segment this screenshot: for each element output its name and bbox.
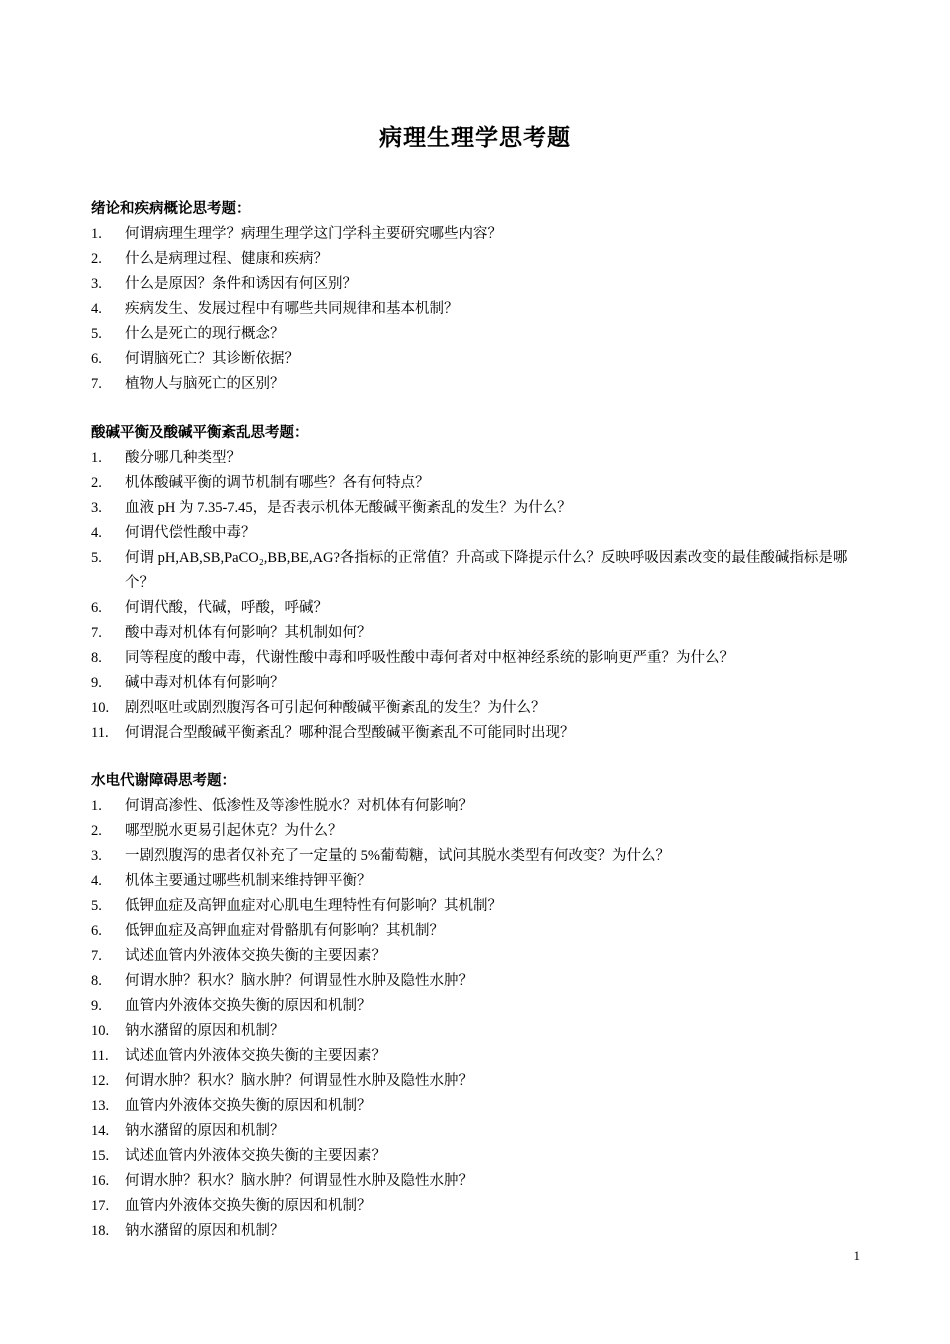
question-item bbox=[91, 969, 866, 994]
question-number: 7. bbox=[91, 948, 102, 964]
question-item bbox=[91, 994, 866, 1019]
question-text: 酸中毒对机体有何影响？其机制如何？ bbox=[125, 625, 372, 641]
question-text: 低钾血症及高钾血症对骨骼肌有何影响？其机制？ bbox=[125, 923, 444, 939]
question-item bbox=[91, 869, 866, 894]
question-list bbox=[91, 446, 866, 746]
question-number: 5. bbox=[91, 326, 102, 342]
question-item bbox=[91, 372, 866, 397]
section-heading: 绪论和疾病概论思考题： bbox=[91, 201, 251, 217]
question-item bbox=[91, 222, 866, 247]
question-number: 2. bbox=[91, 823, 102, 839]
question-number: 11. bbox=[91, 725, 109, 741]
question-number: 5. bbox=[91, 898, 102, 914]
question-number: 11. bbox=[91, 1048, 109, 1064]
question-number: 9. bbox=[91, 675, 102, 691]
question-item bbox=[91, 596, 866, 621]
question-text: 剧烈呕吐或剧烈腹泻各可引起何种酸碱平衡紊乱的发生？为什么？ bbox=[125, 700, 546, 716]
question-item bbox=[91, 794, 866, 819]
question-text: 何谓代酸，代碱，呼酸，呼碱？ bbox=[125, 600, 328, 616]
question-text: 试述血管内外液体交换失衡的主要因素？ bbox=[125, 1148, 386, 1164]
section-water-electrolyte bbox=[91, 769, 866, 1244]
question-number: 12. bbox=[91, 1073, 110, 1089]
question-text: 什么是原因？条件和诱因有何区别？ bbox=[125, 276, 357, 292]
question-item bbox=[91, 621, 866, 646]
question-text: 何谓脑死亡？其诊断依据？ bbox=[125, 351, 299, 367]
question-item bbox=[91, 819, 866, 844]
question-text: 钠水潴留的原因和机制？ bbox=[125, 1123, 285, 1139]
question-number: 2. bbox=[91, 475, 102, 491]
question-text: 何谓水肿？积水？脑水肿？何谓显性水肿及隐性水肿？ bbox=[125, 1073, 473, 1089]
question-number: 16. bbox=[91, 1173, 110, 1189]
question-number: 9. bbox=[91, 998, 102, 1014]
question-number: 10. bbox=[91, 1023, 110, 1039]
question-text: 什么是死亡的现行概念？ bbox=[125, 326, 285, 342]
question-text: 何谓代偿性酸中毒？ bbox=[125, 525, 256, 541]
question-item bbox=[91, 944, 866, 969]
question-number: 1. bbox=[91, 450, 102, 466]
question-number: 2. bbox=[91, 251, 102, 267]
question-item bbox=[91, 894, 866, 919]
question-number: 1. bbox=[91, 226, 102, 242]
question-number: 8. bbox=[91, 650, 102, 666]
question-item bbox=[91, 546, 866, 596]
question-item bbox=[91, 1094, 866, 1119]
question-item bbox=[91, 1144, 866, 1169]
question-item bbox=[91, 446, 866, 471]
question-number: 4. bbox=[91, 301, 102, 317]
question-text: 血管内外液体交换失衡的原因和机制？ bbox=[125, 1098, 372, 1114]
question-item bbox=[91, 1019, 866, 1044]
question-item bbox=[91, 696, 866, 721]
question-item bbox=[91, 919, 866, 944]
question-text: 酸分哪几种类型？ bbox=[125, 450, 241, 466]
question-text: 碱中毒对机体有何影响？ bbox=[125, 675, 285, 691]
question-list bbox=[91, 222, 866, 397]
question-text: 何谓水肿？积水？脑水肿？何谓显性水肿及隐性水肿？ bbox=[125, 1173, 473, 1189]
question-text: 何谓高渗性、低渗性及等渗性脱水？对机体有何影响？ bbox=[125, 798, 473, 814]
question-text: 何谓水肿？积水？脑水肿？何谓显性水肿及隐性水肿？ bbox=[125, 973, 473, 989]
question-number: 6. bbox=[91, 923, 102, 939]
question-number: 4. bbox=[91, 873, 102, 889]
question-number: 3. bbox=[91, 500, 102, 516]
page-title: 病理生理学思考题 bbox=[379, 125, 571, 152]
question-number: 7. bbox=[91, 376, 102, 392]
question-item bbox=[91, 247, 866, 272]
page-number: 1 bbox=[853, 1248, 860, 1263]
section-heading: 水电代谢障碍思考题： bbox=[91, 773, 236, 789]
question-number: 3. bbox=[91, 848, 102, 864]
question-text: 何谓病理生理学？病理生理学这门学科主要研究哪些内容？ bbox=[125, 226, 502, 242]
question-number: 13. bbox=[91, 1098, 110, 1114]
question-text: 钠水潴留的原因和机制？ bbox=[125, 1023, 285, 1039]
question-text: 疾病发生、发展过程中有哪些共同规律和基本机制？ bbox=[125, 301, 459, 317]
question-item bbox=[91, 1169, 866, 1194]
section-introduction bbox=[91, 197, 866, 397]
question-item bbox=[91, 721, 866, 746]
question-text: 低钾血症及高钾血症对心肌电生理特性有何影响？其机制？ bbox=[125, 898, 502, 914]
question-text: 植物人与脑死亡的区别？ bbox=[125, 376, 285, 392]
question-item bbox=[91, 671, 866, 696]
question-text: 血液 pH 为 7.35-7.45，是否表示机体无酸碱平衡紊乱的发生？为什么？ bbox=[125, 500, 572, 516]
question-item bbox=[91, 1194, 866, 1219]
question-item bbox=[91, 272, 866, 297]
question-number: 14. bbox=[91, 1123, 110, 1139]
question-item bbox=[91, 496, 866, 521]
question-list bbox=[91, 794, 866, 1244]
question-number: 18. bbox=[91, 1223, 110, 1239]
question-number: 4. bbox=[91, 525, 102, 541]
question-item bbox=[91, 646, 866, 671]
question-number: 17. bbox=[91, 1198, 110, 1214]
question-number: 6. bbox=[91, 600, 102, 616]
section-acid-base bbox=[91, 421, 866, 746]
question-number: 6. bbox=[91, 351, 102, 367]
question-item bbox=[91, 1044, 866, 1069]
question-item bbox=[91, 347, 866, 372]
section-heading: 酸碱平衡及酸碱平衡紊乱思考题： bbox=[91, 425, 309, 441]
question-item bbox=[91, 322, 866, 347]
question-text: 一剧烈腹泻的患者仅补充了一定量的 5%葡萄糖，试问其脱水类型有何改变？为什么？ bbox=[125, 848, 670, 864]
question-item bbox=[91, 521, 866, 546]
question-number: 15. bbox=[91, 1148, 110, 1164]
question-item bbox=[91, 844, 866, 869]
question-text: 试述血管内外液体交换失衡的主要因素？ bbox=[125, 948, 386, 964]
question-text: 血管内外液体交换失衡的原因和机制？ bbox=[125, 998, 372, 1014]
question-text: 机体主要通过哪些机制来维持钾平衡？ bbox=[125, 873, 372, 889]
question-text: 机体酸碱平衡的调节机制有哪些？各有何特点？ bbox=[125, 475, 430, 491]
question-text: 何谓混合型酸碱平衡紊乱？哪种混合型酸碱平衡紊乱不可能同时出现？ bbox=[125, 725, 575, 741]
question-text: 试述血管内外液体交换失衡的主要因素？ bbox=[125, 1048, 386, 1064]
question-number: 1. bbox=[91, 798, 102, 814]
question-text: 何谓 pH,AB,SB,PaCO₂,BB,BE,AG?各指标的正常值？升高或下降提示什么？反映呼吸因素改变的最佳酸碱指标是哪个？ bbox=[125, 550, 848, 591]
question-item bbox=[91, 471, 866, 496]
question-text: 钠水潴留的原因和机制？ bbox=[125, 1223, 285, 1239]
question-number: 3. bbox=[91, 276, 102, 292]
question-item bbox=[91, 297, 866, 322]
question-text: 血管内外液体交换失衡的原因和机制？ bbox=[125, 1198, 372, 1214]
question-text: 什么是病理过程、健康和疾病？ bbox=[125, 251, 328, 267]
question-item bbox=[91, 1069, 866, 1094]
question-number: 7. bbox=[91, 625, 102, 641]
question-number: 8. bbox=[91, 973, 102, 989]
question-item bbox=[91, 1119, 866, 1144]
question-number: 5. bbox=[91, 550, 102, 566]
question-number: 10. bbox=[91, 700, 110, 716]
question-text: 哪型脱水更易引起休克？为什么？ bbox=[125, 823, 343, 839]
question-item bbox=[91, 1219, 866, 1244]
question-text: 同等程度的酸中毒，代谢性酸中毒和呼吸性酸中毒何者对中枢神经系统的影响更严重？为什么？ bbox=[125, 650, 734, 666]
